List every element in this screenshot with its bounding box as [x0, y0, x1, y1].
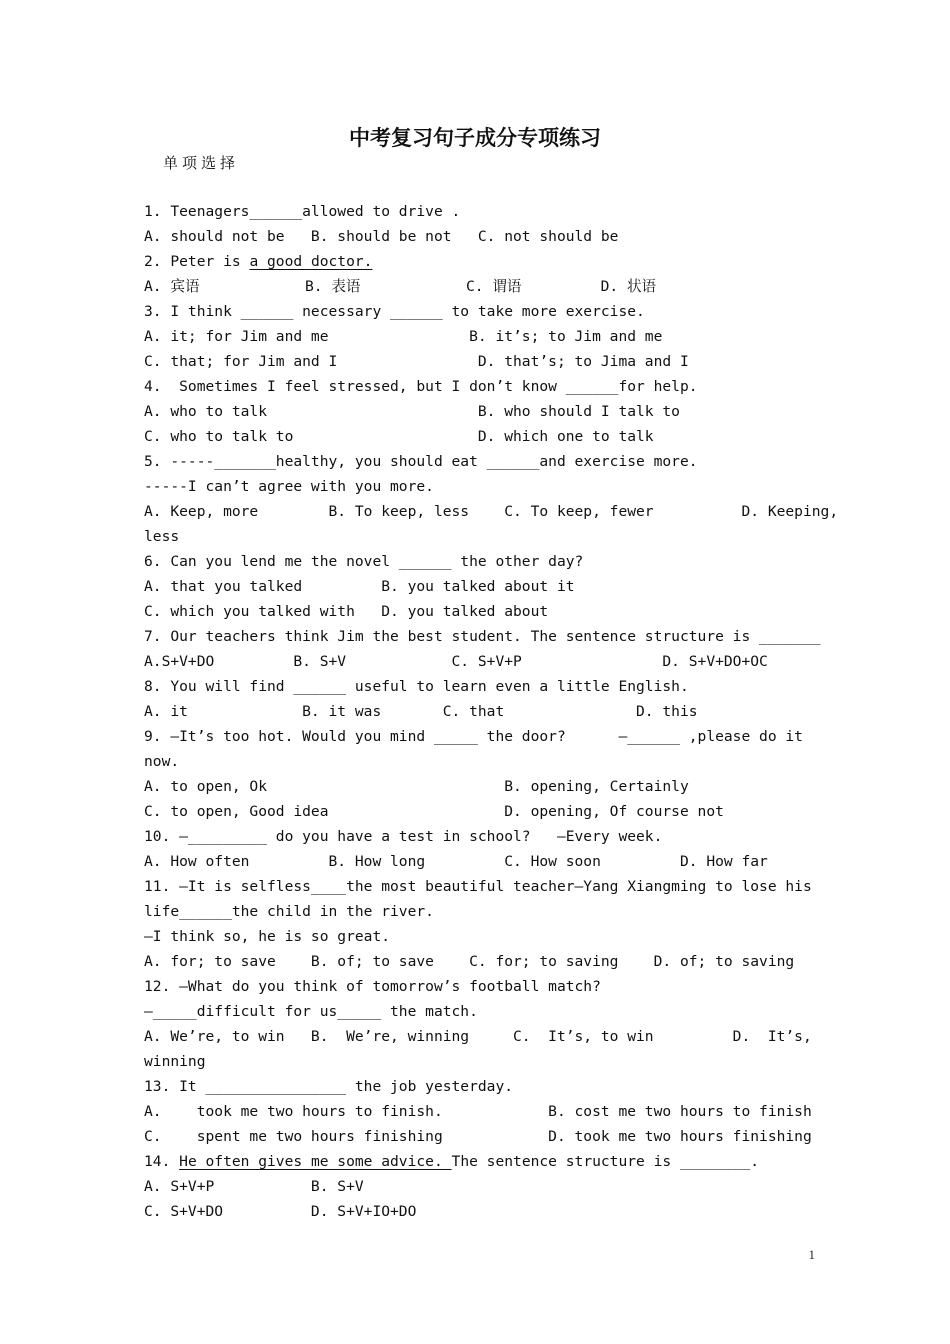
question-line — [144, 1149, 814, 1174]
question-line: 4. Sometimes I feel stressed, but I don’t know ______for help. — [144, 378, 698, 395]
question-line: -----I can’t agree with you more. — [144, 478, 434, 495]
question-line — [144, 249, 814, 274]
question-line: life______the child in the river. — [144, 903, 434, 920]
answer-options: A.S+V+DO B. S+V C. S+V+P D. S+V+DO+OC — [144, 653, 768, 670]
underlined-phrase: He often gives me some advice. — [179, 1153, 452, 1170]
answer-options: A. that you talked B. you talked about it — [144, 578, 575, 595]
question-line: 7. Our teachers think Jim the best student. The sentence structure is _______ — [144, 628, 821, 645]
question-line: 9. —It’s too hot. Would you mind _____ the door? —______ ,please do it — [144, 728, 803, 745]
answer-options: A. How often B. How long C. How soon D. How far — [144, 853, 768, 870]
question-line: —_____difficult for us_____ the match. — [144, 1003, 478, 1020]
answer-options: A. it B. it was C. that D. this — [144, 703, 698, 720]
question-line: 12. —What do you think of tomorrow’s football match? — [144, 978, 601, 995]
document-title: 中考复习句子成分专项练习 — [349, 125, 601, 150]
answer-options: A. to open, Ok B. opening, Certainly — [144, 778, 689, 795]
question-text: 2. Peter is a good doctor. — [144, 253, 373, 270]
answer-options: C. spent me two hours finishing D. took me two hours finishing — [144, 1128, 812, 1145]
section-heading: 单项选择 — [163, 154, 240, 172]
page-number: 1 — [808, 1247, 815, 1262]
answer-options: A. should not be B. should be not C. not should be — [144, 228, 619, 245]
answer-options: less — [144, 528, 180, 545]
underlined-phrase: a good doctor. — [249, 253, 373, 270]
answer-options: C. which you talked with D. you talked about — [144, 603, 549, 620]
question-text: 14. He often gives me some advice. The sentence structure is ________. — [144, 1153, 760, 1170]
answer-options: A. for; to save B. of; to save C. for; to saving D. of; to saving — [144, 953, 795, 970]
answer-options: winning — [144, 1053, 206, 1070]
question-line: 5. -----_______healthy, you should eat ______and exercise more. — [144, 453, 698, 470]
question-line: 6. Can you lend me the novel ______ the other day? — [144, 553, 584, 570]
answer-options: C. that; for Jim and I D. that’s; to Jima and I — [144, 353, 689, 370]
question-line: 1. Teenagers______allowed to drive . — [144, 203, 461, 220]
answer-options: A. We’re, to win B. We’re, winning C. It’s, to win D. It’s, — [144, 1028, 812, 1045]
question-line: 11. —It is selfless____the most beautiful teacher—Yang Xiangming to lose his — [144, 878, 812, 895]
answer-options: A. took me two hours to finish. B. cost me two hours to finish — [144, 1103, 812, 1120]
question-line: 13. It ________________ the job yesterday. — [144, 1078, 514, 1095]
question-line: —I think so, he is so great. — [144, 928, 391, 945]
question-line: 10. —_________ do you have a test in school? —Every week. — [144, 828, 663, 845]
answer-options: A. Keep, more B. To keep, less C. To keep, fewer D. Keeping, — [144, 503, 839, 520]
answer-options: A. who to talk B. who should I talk to — [144, 403, 680, 420]
question-line: 3. I think ______ necessary ______ to take more exercise. — [144, 303, 645, 320]
answer-options: C. S+V+DO D. S+V+IO+DO — [144, 1203, 417, 1220]
answer-options: C. to open, Good idea D. opening, Of course not — [144, 803, 724, 820]
answer-options: A. S+V+P B. S+V — [144, 1178, 364, 1195]
question-line: 8. You will find ______ useful to learn even a little English. — [144, 678, 689, 695]
answer-options: A. it; for Jim and me B. it’s; to Jim and me — [144, 328, 663, 345]
question-line: now. — [144, 753, 180, 770]
answer-options: C. who to talk to D. which one to talk — [144, 428, 654, 445]
answer-options: A. 宾语 B. 表语 C. 谓语 D. 状语 — [144, 278, 657, 295]
